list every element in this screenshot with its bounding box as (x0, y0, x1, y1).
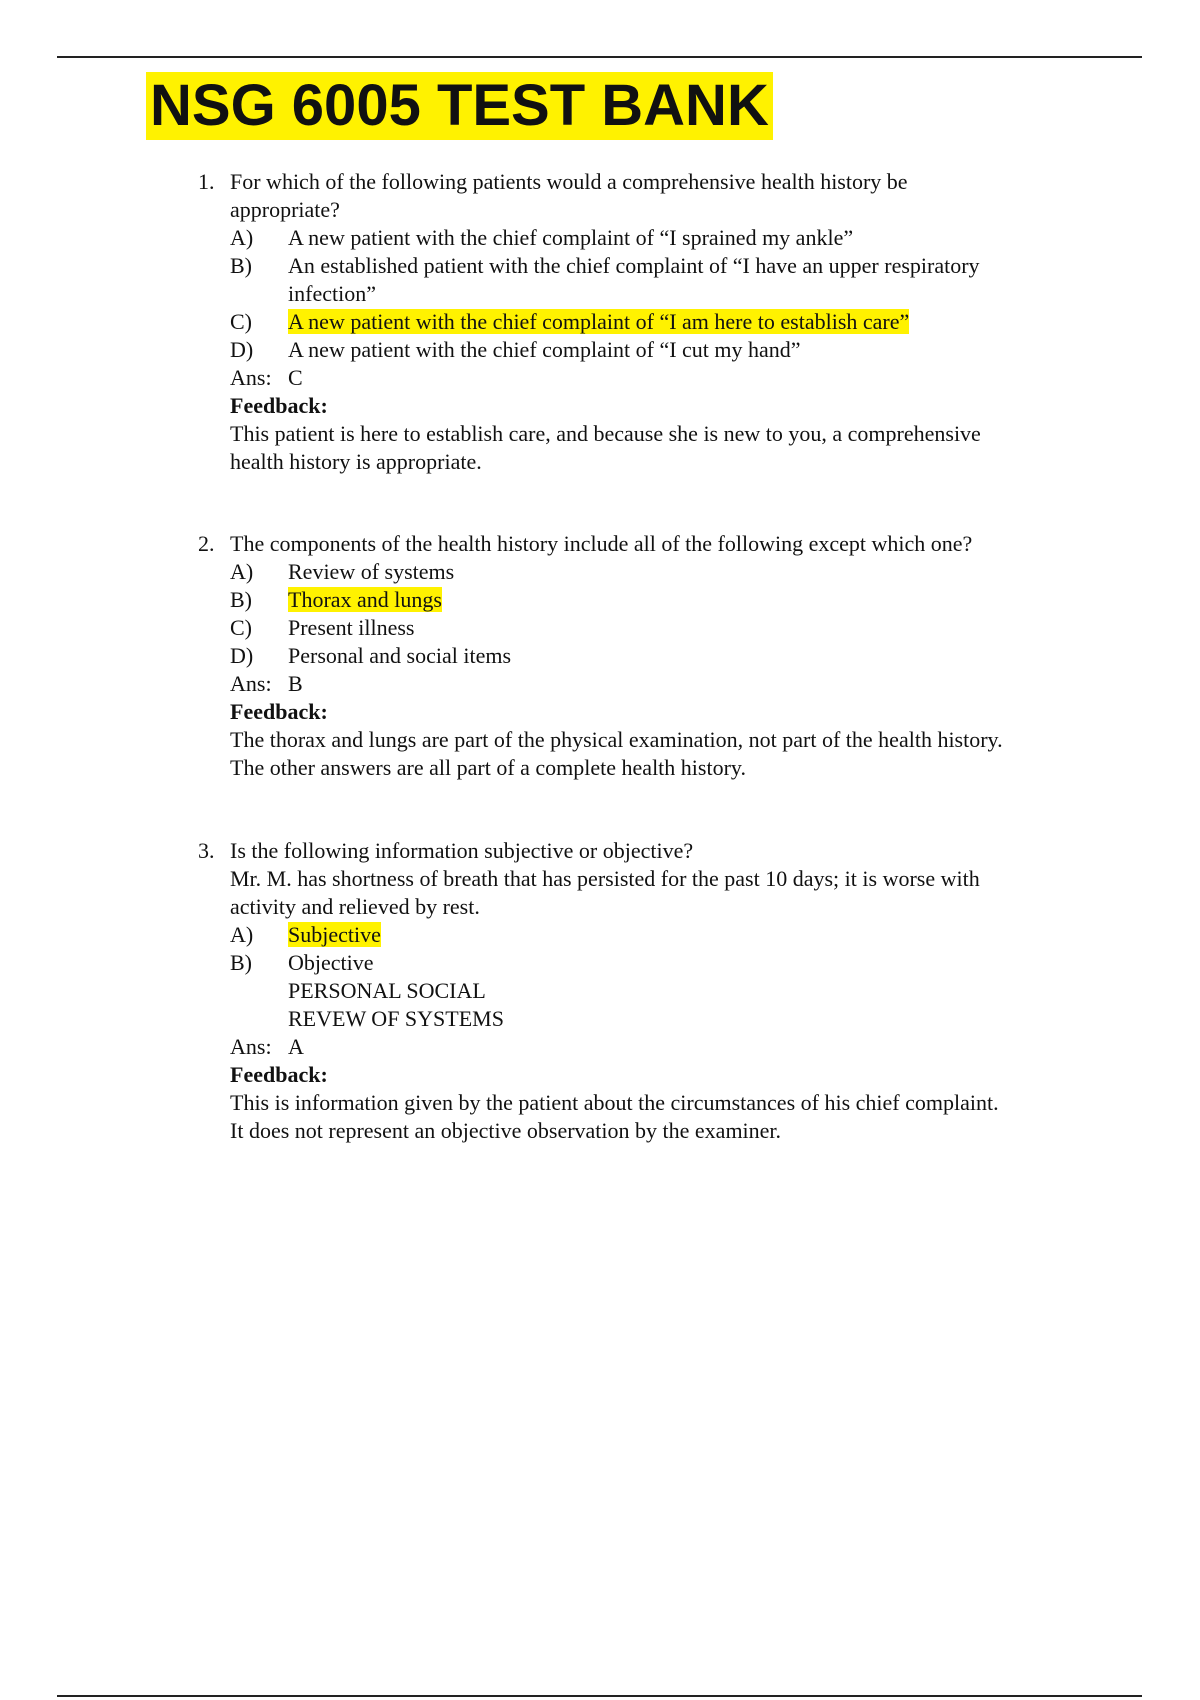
question-stem: 1. For which of the following patients would a comprehensive health history be appropriate? (198, 169, 908, 222)
answer-value: B (288, 671, 303, 696)
option-d (198, 642, 1098, 670)
option-text-continued: infection” (288, 281, 376, 306)
option-d (198, 336, 1098, 364)
option-letter: B) (230, 950, 252, 975)
option-b (198, 949, 1098, 977)
option-text-continued: REVEW OF SYSTEMS (288, 1006, 504, 1031)
answer-label: Ans: (230, 1034, 272, 1059)
option-text-continued: PERSONAL SOCIAL (288, 978, 486, 1003)
option-c (198, 308, 1098, 336)
question-number: 3. (198, 838, 215, 863)
question-1 (198, 168, 1098, 476)
option-text-highlighted: A new patient with the chief complaint of “I am here to establish care” (288, 309, 910, 334)
option-text: Present illness (288, 615, 415, 640)
question-2 (198, 530, 1098, 782)
question-number: 2. (198, 531, 215, 556)
option-letter: C) (230, 615, 252, 640)
answer-label: Ans: (230, 671, 272, 696)
option-letter: B) (230, 253, 252, 278)
feedback-text: The thorax and lungs are part of the physical examination, not part of the health history. (230, 727, 1003, 752)
option-text: Objective (288, 950, 374, 975)
feedback-label: Feedback: (230, 699, 328, 724)
option-text-highlighted: Subjective (288, 922, 381, 947)
option-a (198, 224, 1098, 252)
option-a (198, 921, 1098, 949)
feedback-text: This is information given by the patient about the circumstances of his chief complaint. (230, 1090, 999, 1115)
feedback-label: Feedback: (230, 393, 328, 418)
question-3 (198, 837, 1098, 1145)
bottom-divider (57, 1695, 1142, 1697)
option-text: An established patient with the chief complaint of “I have an upper respiratory (288, 253, 980, 278)
option-b (198, 252, 1098, 280)
answer-label: Ans: (230, 365, 272, 390)
option-c (198, 614, 1098, 642)
option-letter: A) (230, 559, 254, 584)
option-a (198, 558, 1098, 586)
option-text: A new patient with the chief complaint of “I cut my hand” (288, 337, 801, 362)
answer-line (198, 364, 1098, 392)
option-letter: A) (230, 225, 254, 250)
feedback-text: The other answers are all part of a complete health history. (230, 755, 746, 780)
top-divider (57, 56, 1142, 58)
page-title: NSG 6005 TEST BANK (146, 72, 773, 140)
feedback-text: health history is appropriate. (230, 449, 482, 474)
option-b (198, 586, 1098, 614)
question-stem: 3. Is the following information subjective or objective? Mr. M. has shortness of breath that has persisted for the past 10 days; it is worse with activity and relieved by rest. (198, 838, 980, 919)
option-letter: B) (230, 587, 252, 612)
option-text: A new patient with the chief complaint of “I sprained my ankle” (288, 225, 854, 250)
option-letter: D) (230, 337, 254, 362)
question-stem: 2. The components of the health history include all of the following except which one? (198, 531, 973, 556)
option-letter: C) (230, 309, 252, 334)
feedback-text: It does not represent an objective observation by the examiner. (230, 1118, 782, 1143)
answer-value: C (288, 365, 303, 390)
feedback-text: This patient is here to establish care, and because she is new to you, a comprehensive (230, 421, 981, 446)
option-letter: A) (230, 922, 254, 947)
answer-line (198, 670, 1098, 698)
answer-value: A (288, 1034, 304, 1059)
option-text-highlighted: Thorax and lungs (288, 587, 442, 612)
option-text: Personal and social items (288, 643, 512, 668)
option-text: Review of systems (288, 559, 455, 584)
answer-line (198, 1033, 1098, 1061)
option-letter: D) (230, 643, 254, 668)
feedback-label: Feedback: (230, 1062, 328, 1087)
question-number: 1. (198, 169, 215, 194)
